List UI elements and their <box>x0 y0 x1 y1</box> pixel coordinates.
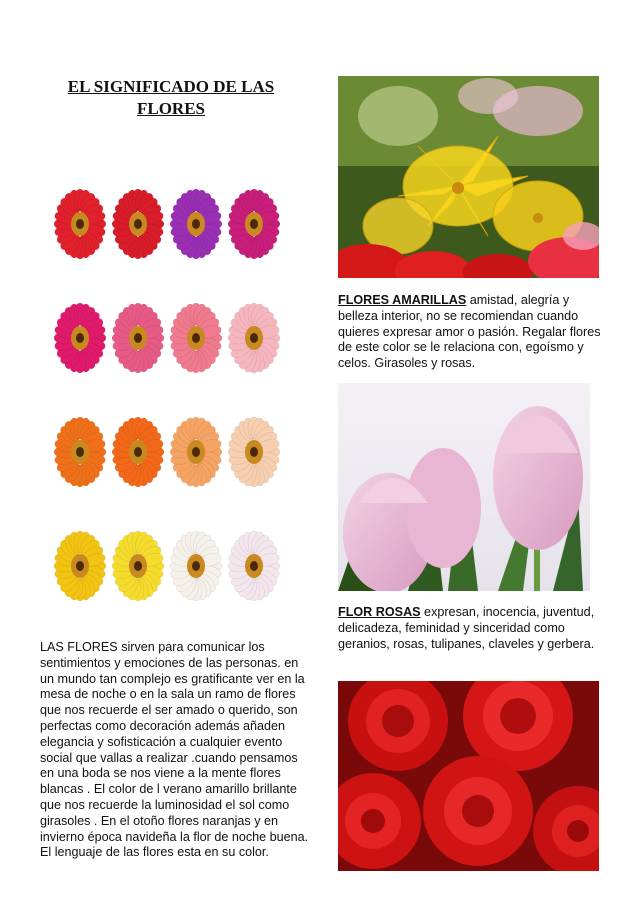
gerbera-collage <box>52 172 292 620</box>
gerbera-flower <box>226 400 282 508</box>
gerbera-flower <box>110 286 166 394</box>
gerbera-flower <box>226 286 282 394</box>
gerbera-flower <box>168 172 224 280</box>
pink-flowers-label: FLOR ROSAS <box>338 605 421 619</box>
yellow-lilies-photo <box>338 76 599 278</box>
gerbera-flower <box>52 286 108 394</box>
gerbera-flower <box>168 286 224 394</box>
page-title <box>40 76 302 120</box>
pink-flowers-text: expresan, inocencia, juventud, delicadeza, feminidad y sinceridad como geranios, rosas, tulipanes, claveles y gerbera. <box>338 605 595 651</box>
title-line-2: FLORES <box>136 99 206 118</box>
title-line-1: EL SIGNIFICADO DE LAS <box>67 77 275 96</box>
gerbera-flower <box>110 400 166 508</box>
gerbera-flower <box>168 400 224 508</box>
gerbera-flower <box>52 400 108 508</box>
intro-paragraph: LAS FLORES sirven para comunicar los sentimientos y emociones de las personas. en un mundo tan complejo es gratificante ver en la mesa de noche o en la sala un ramo de flores que nos recuerde el ser amado o querido, son perfectas como decoración además añaden elegancia y sofisticación a cualquier evento social que vallas a realizar .cuando pensamos en una boda se nos viene a la mente flores blancas . El color de l verano amarillo brillante que nos recuerde la luminosidad el sol como girasoles . En el otoño flores naranjas y en invierno época navideña la flor de noche buena. El lenguaje de las flores esta en su color. <box>40 640 309 860</box>
red-roses-photo <box>338 681 599 871</box>
gerbera-flower <box>52 172 108 280</box>
yellow-flowers-label: FLORES AMARILLAS <box>338 293 467 307</box>
gerbera-flower <box>226 172 282 280</box>
yellow-flowers-caption <box>338 293 602 372</box>
yellow-flowers-text: amistad, alegría y belleza interior, no se recomiendan cuando quieres expresar amor o pasión. Regalar flores de este color se le relaciona con, egoísmo y celos. Girasoles y rosas. <box>338 293 601 371</box>
gerbera-flower <box>110 514 166 622</box>
pink-tulips-photo <box>338 383 590 591</box>
gerbera-flower <box>226 514 282 622</box>
pink-flowers-caption <box>338 605 602 652</box>
gerbera-flower <box>110 172 166 280</box>
gerbera-flower <box>52 514 108 622</box>
gerbera-flower <box>168 514 224 622</box>
